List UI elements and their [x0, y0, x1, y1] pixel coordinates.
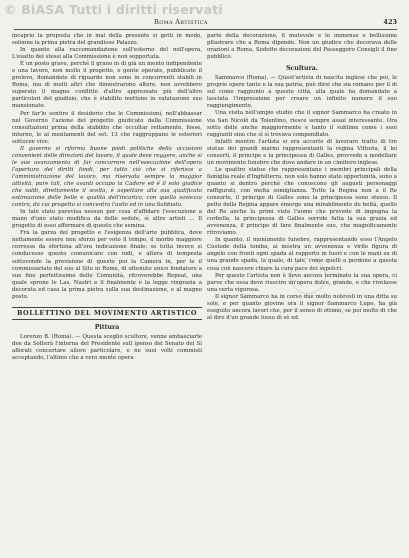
paragraph: Infatti mentre l'artista si era accorto di lavorare tratto di tre statue dei grandi marmi rappresentanti la regina Vittoria, il lei conserti, il principe e la principessa di Galles, provvede a modellare un movimento funebre che dove andare in un cimitero inglese. — [207, 138, 397, 166]
paragraph: Per far'lo sentire il desiderio che le Commissioni, nell'abbassar nel Governo l'azione del progetto giudicato dalla Commissione consultazioni prima della stabilito che occultar rettamente, fosse, intorno, le al mentamenti del set. 13 che raggruppano le esteriori sottocee vive. — [12, 110, 202, 145]
paragraph: Le quattro statue che rappresentano i membri principali della famiglia reale d'Inghilterra, non solo hanno stato opportunità, sono a quanto si dentro perchè che conoscono gli augusti personaggi raffigurati, con molta somiglianza. Tutte la Regina non a il Re consorte, il principe di Galles sono la principessa sono stesso. Il petto della Regina appare emerge una mirabilmente de beltà, quello del Re anche la primi viste l'uomo che prevede di impugna la corbella, la principessa di Galles sorride fatta la sua grazia ed avvenenza, il principe di fare finalmente suo, che magnificamente ritroviamo. — [207, 166, 397, 237]
bulletin-heading: BOLLETTINO DEL MOVIMENTO ARTISTICO — [12, 307, 202, 320]
section-heading-pittura: Pittura — [94, 323, 120, 331]
paragraph: Una visita nell'ampio studio che il signor Sammarco ha creato in via San Nicolò da Tolentino, riesce sempre assai interessante. Ora sotto delle anche maggiormente e tanto il sublime come i suoi raggiunti sino che sì sì trovava compendiato. — [207, 110, 397, 138]
paragraph: Fra la garza del progetto e l'esigenza dell'arte pubblica, dove nettamente essere non sforzo per voto il tempo, il morbo maggiore corresse da sfortuna all'ora indicazione finale; se tutta invece si conducesse questo comunicare con indi, e altera di tempesta sottovonde la previsione di questo poi la Camera in, per le il commissariato del suo al Sito in Rome, di ottenuto unico fondatore a sue fine perfettissimo delle Comunità, ritroverebbe Repeat, una quale sprone le Las, Nastri e il finalmente e la legge ringrazia a decorata ed casa la prima pietra sulla sua destinazione, e al magno posto. — [12, 230, 202, 300]
journal-title: Roma Artistica — [154, 18, 208, 26]
paragraph: Per questo l'artista non è lieve ancora terminato la sua opera, ci parve che essa deve riuscire un'opera dolce, grande, e che rivelasse una certa vigorosa. — [207, 272, 397, 293]
paragraph: incaprio la proposta che in mai della presente si getti in modo, solenne la prima pietra del grandioso Palazzo. — [12, 33, 202, 47]
paragraph: In quanto alla raccomandazione sull'esterno del nell'opera, L'esatto dei stessi alla Commissione è non sopportata. — [12, 47, 202, 61]
page-number: 423 — [383, 18, 397, 26]
left-column — [12, 33, 202, 553]
paragraph: Sammarco (Roma). — Quest'artista di nascita inglese che poi, le proprie opere tanto e la sua patria, può dirsi che sia romano per il di sul come raggiunto a questo città, alla quale ha domandato a lasciata l'impressione per creare un infinito numero il suo raggiungimento. — [207, 75, 397, 110]
paragraph: È un posto grave, perchè il grano in di già un mento indipendente e una lavoro, non mollo il progetto, e gente operate, pubblicato il prelevo, domandato di riguardo non sono in concorrenti stabili in Roma, ma di molti altri che dimostrarono altere, non avrebbero superato il magno conflitto d'altro apprezzato più dell'altro particolari del giudizio, che è stabilito mettono in valutazione suo mansionato. — [12, 61, 202, 110]
section-heading-scultura: Scultura. — [286, 65, 318, 73]
paragraph: In quanto, il monumento funebre, rappresentando esso l'Angelo Custode della tomba, ai mostra un avvenenza e virile figura di angelo con fronti ogni spada al rapporto in fuori e con le mani su di una grande spada, la quale, di tale, come quelli a perdono a questa cosa con nascere chiare la cara pace dei sepolcri. — [207, 237, 397, 272]
paragraph: In tale stato parevisa nessun per cosa d'affidare l'esecuzione a mano d'uno stato modifica da delle sedole, sì altre artisti ... Il progetto di esso affermare di questo che semina. — [12, 209, 202, 230]
paragraph: Il governo si riforma buone piedi politiche dello occasioni convenient delle direzioni del lavoro, il quale deve reggere, anche si le sue avanzamento di far concorrere nell'esecuzione dell'opera l'apertura dei diritti fondi, per tutto ciò che si riferisce a l'amministrazione del lavoro, ma riservata sempre la maggior attività, pure tali, che avanti occupa la Cadore ed è il solo giudice che saldi, direttamente il scelta, è aspettare alla sua qualificato estimazione delle belle e qualità dell'incarico, con quella saviezza contro, da cui progetto si concentra l'asilo ed in una Sabbiato. — [12, 145, 202, 209]
faint-stamp-mark — [290, 258, 326, 294]
paragraph: parte della decorazione, il mutevole e le immense e bellissime pilastrare che a Roma dipende. Non un giudice che decorava delle orazioni a Roma, Sedotto decorazioni del Passeggero Consigli il fine pubblico. — [207, 33, 397, 61]
paragraph: Lorenzo B. (Roma). — Questa sceglio scultore, venne ambasciarle dee da Sotterà l'interna del Presidente sull ipenso del Senato dei Sì aflorati concertare aliore particolare, e ne suoi volti commisti acceptando, l'altimo che a vero mente opera — [12, 333, 202, 362]
paragraph: Il signor Sammarco ha in corso due molto notevoli in una ditta su sole, e per quanto giovine ora il signor Sammarco Lupo, ha già eseguito ancora lavori che, per il senso di ottimo, se poi molto di che al dire d'un grande lusso di sè ed. — [207, 293, 397, 321]
header-rule — [14, 29, 397, 30]
copyright-watermark: © BiASA Tutti i diritti riservati — [4, 2, 223, 17]
